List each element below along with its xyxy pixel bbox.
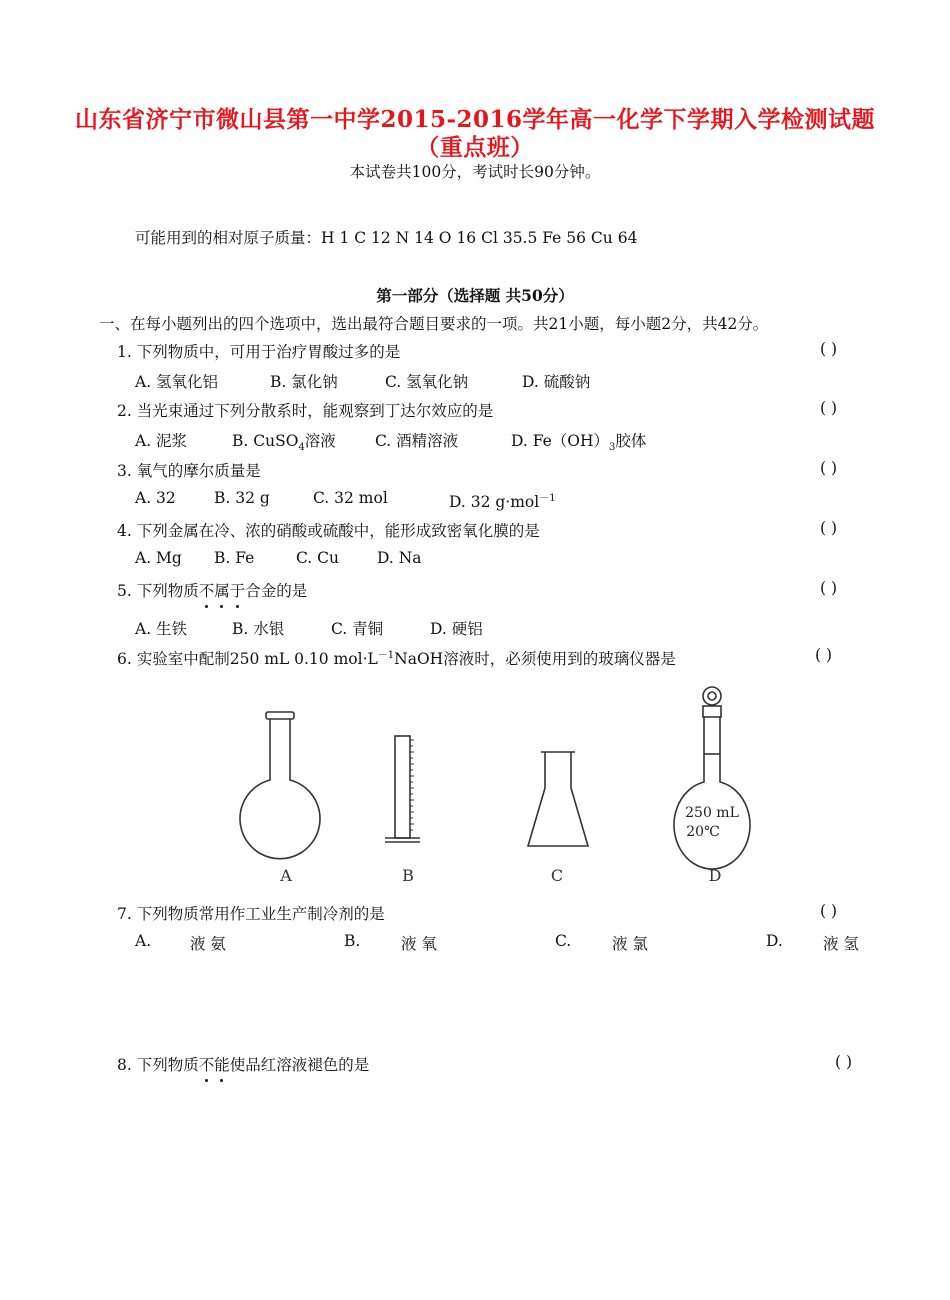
answer-paren-7: ( ) (820, 902, 838, 920)
answer-paren-1: ( ) (820, 340, 838, 358)
q7-option-b: 液 氧 (401, 935, 437, 953)
q4-option-c: C. Cu (296, 549, 340, 567)
answer-paren-3: ( ) (820, 459, 838, 477)
q4-option-a: A. Mg (135, 549, 182, 567)
flask-volume-label: 250 mL (685, 805, 739, 821)
q2-option-d: D. $Fe(OH)_3$胶体 (511, 432, 647, 454)
question-5-stem: 5. 下列物质不属于合金的是 (117, 579, 307, 601)
part1-heading: 第一部分（选择题 共50分） (376, 286, 574, 305)
exam-title: 山东省济宁市微山县第一中学2015-2016学年高一化学下学期入学检测试题 (74, 106, 876, 133)
q1-option-d: D. 硫酸钠 (522, 373, 591, 391)
q7-option-c-letter: C. (555, 932, 572, 950)
figure-label-c: C (550, 866, 564, 885)
q5-option-b: B. 水银 (232, 620, 285, 638)
volumetric-flask-icon (674, 687, 750, 869)
q2-option-b: B. CuSO$_4$溶液 (232, 432, 336, 454)
exam-intro: 本试卷共100分，考试时长90分钟。 (349, 163, 601, 181)
answer-paren-6: ( ) (815, 646, 833, 664)
conical-flask-icon (528, 752, 588, 846)
round-bottom-flask-icon (240, 712, 320, 859)
q2-option-c: C. 酒精溶液 (375, 432, 459, 450)
q7-option-d-letter: D. (766, 932, 783, 950)
q3-option-d: D. 32 g·mol$^{-1}$ (449, 493, 556, 512)
answer-paren-4: ( ) (820, 519, 838, 537)
q5-option-c: C. 青铜 (331, 620, 384, 638)
section1-instruction: 一、在每小题列出的四个选项中，选出最符合题目要求的一项。共21小题，每小题2分，共42分。 (99, 315, 769, 333)
q4-option-b: B. Fe (214, 549, 255, 567)
q7-option-d: 液 氢 (823, 935, 859, 953)
question-8-stem: 8. 下列物质不能使品红溶液褪色的是 (117, 1053, 369, 1075)
q3-option-a: A. 32 (135, 489, 176, 507)
q5-option-a: A. 生铁 (135, 620, 188, 638)
answer-paren-8: ( ) (835, 1053, 853, 1071)
question-4-stem: 4. 下列金属在冷、浓的硝酸或硫酸中，能形成致密氧化膜的是 (117, 522, 540, 540)
answer-paren-2: ( ) (820, 399, 838, 417)
q7-option-a: 液 氨 (190, 935, 226, 953)
flask-temperature-label: 20℃ (686, 824, 720, 840)
exam-subtitle: （重点班） (416, 134, 534, 161)
q5-option-d: D. 硬铝 (430, 620, 483, 638)
q1-option-b: B. 氯化钠 (270, 373, 338, 391)
question-1-stem: 1. 下列物质中，可用于治疗胃酸过多的是 (117, 343, 401, 361)
graduated-cylinder-icon (385, 736, 420, 842)
figure-label-d: D (708, 866, 722, 885)
q1-option-a: A. 氢氧化铝 (135, 373, 219, 391)
question-6-stem: 6. 实验室中配制250 mL 0.10 $mol\cdot L^{-1}NaOH$溶液时，必须使用到的玻璃仪器是 (117, 650, 676, 669)
q7-option-b-letter: B. (344, 932, 361, 950)
question-3-stem: 3. 氧气的摩尔质量是 (117, 462, 261, 480)
answer-paren-5: ( ) (820, 579, 838, 597)
q3-option-b: B. 32 g (214, 489, 270, 507)
question-7-stem: 7. 下列物质常用作工业生产制冷剂的是 (117, 905, 385, 923)
figure-label-a: A (280, 866, 292, 885)
atomic-masses: 可能用到的相对原子质量：H 1 C 12 N 14 O 16 Cl 35.5 Fe 56 Cu 64 (135, 229, 638, 247)
q3-option-c: C. 32 mol (313, 489, 388, 507)
q7-option-a-letter: A. (135, 932, 152, 950)
q7-option-c: 液 氯 (612, 935, 648, 953)
q1-option-c: C. 氢氧化钠 (385, 373, 469, 391)
q4-option-d: D. Na (377, 549, 422, 567)
q2-option-a: A. 泥浆 (135, 432, 188, 450)
question-2-stem: 2. 当光束通过下列分散系时，能观察到丁达尔效应的是 (117, 402, 494, 420)
figure-label-b: B (402, 866, 414, 885)
